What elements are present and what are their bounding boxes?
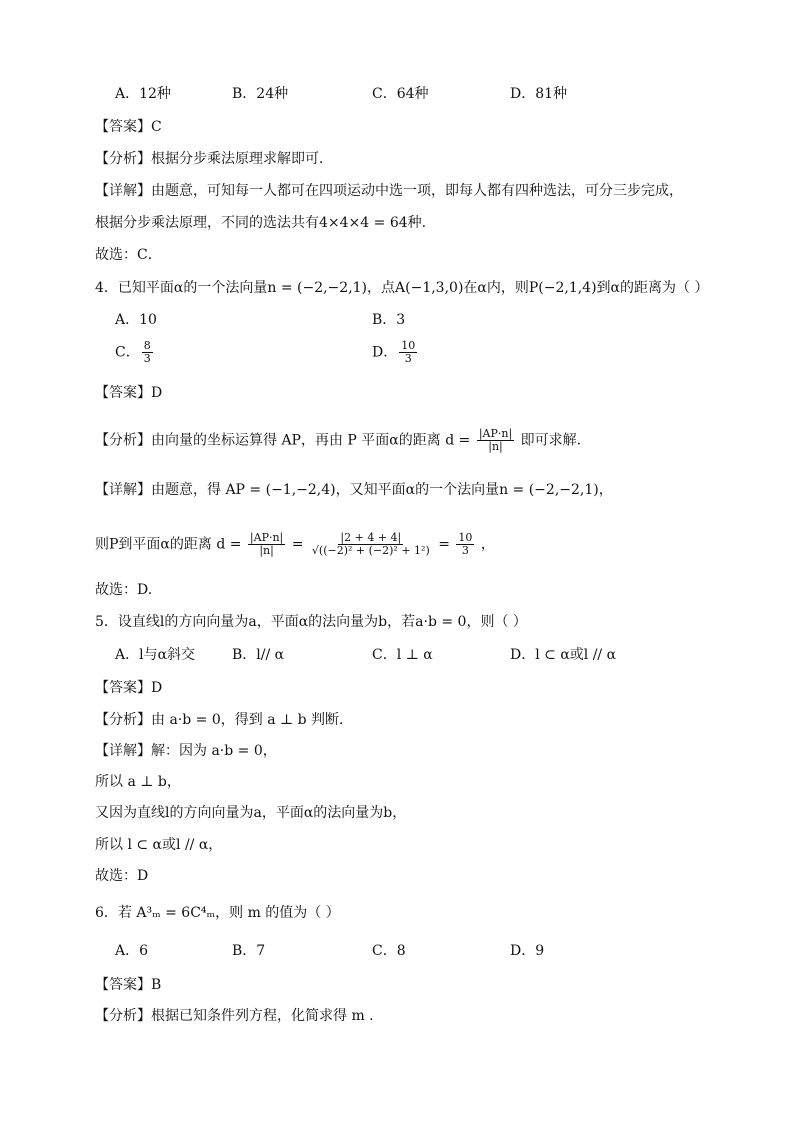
q6-stem: 6．若 A³ₘ = 6C⁴ₘ，则 m 的值为（ ） — [95, 905, 340, 921]
q5-answer: 【答案】D — [95, 680, 163, 696]
q4-answer: 【答案】D — [95, 385, 163, 401]
q5-option-d: D．l ⊂ α或l // α — [510, 647, 617, 663]
q4-analysis-frac-num: |AP·n| — [478, 427, 513, 440]
q4-detail: 【详解】由题意，得 AP = (−1,−2,4)，又知平面α的一个法向量n = (−2,−2,1)， — [95, 482, 613, 498]
q4-option-d — [372, 340, 419, 365]
q5-option-c: C．l ⊥ α — [372, 647, 433, 663]
q5-choose: 故选：D — [95, 868, 149, 884]
q5-option-b: B．l// α — [232, 647, 285, 663]
q4-distance-f3-num: 10 — [458, 531, 473, 544]
q4-option-a: A．10 — [115, 312, 157, 328]
q6-option-b: B．7 — [232, 943, 266, 959]
q4-analysis-frac-den: |n| — [488, 440, 503, 453]
q4-distance-fraction-3 — [456, 532, 474, 557]
q4-distance-f1-den: |n| — [259, 544, 274, 557]
q6-option-d: D．9 — [510, 943, 545, 959]
q4-distance-post: ， — [480, 536, 495, 553]
q3-choose: 故选：C． — [95, 247, 162, 263]
q4-distance-f2-num: |2 + 4 + 4| — [340, 531, 402, 544]
q5-stem: 5．设直线l的方向向量为a，平面α的法向量为b，若a·b = 0，则（ ） — [95, 614, 527, 630]
q5-option-a: A．l与α斜交 — [115, 647, 196, 663]
q4-distance-fraction-2 — [310, 532, 432, 557]
q5-detail-4: 所以 l ⊂ α或l // α， — [95, 837, 223, 853]
q4-distance-f2-den: √((−2)² + (−2)² + 1²) — [311, 544, 430, 557]
q6-answer: 【答案】B — [95, 977, 162, 993]
q5-analysis: 【分析】由 a·b = 0，得到 a ⊥ b 判断. — [95, 712, 344, 728]
q4-analysis-pre: 【分析】由向量的坐标运算得 AP，再由 P 平面α的距离 d = — [95, 432, 471, 449]
q3-detail-2: 根据分步乘法原理，不同的选法共有4×4×4 = 64种. — [95, 215, 427, 231]
q4-distance — [95, 532, 495, 557]
q4-option-c — [115, 340, 155, 365]
q4-option-d-label: D． — [372, 344, 398, 361]
q3-answer: 【答案】C — [95, 119, 162, 135]
q5-detail-3: 又因为直线l的方向向量为a，平面α的法向量为b， — [95, 805, 407, 821]
q4-option-c-den: 3 — [143, 352, 151, 365]
q3-detail-1: 【详解】由题意，可知每一人都可在四项运动中选一项，即每人都有四种选法，可分三步完成， — [95, 183, 683, 199]
q3-option-c: C．64种 — [372, 86, 429, 102]
q4-analysis — [95, 428, 581, 453]
q3-option-a: A．12种 — [115, 86, 171, 102]
q6-analysis: 【分析】根据已知条件列方程，化简求得 m . — [95, 1008, 374, 1024]
q4-analysis-post: 即可求解. — [520, 432, 582, 449]
q4-choose: 故选：D. — [95, 582, 153, 598]
q4-analysis-fraction — [477, 428, 514, 453]
q4-distance-f1-num: |AP·n| — [249, 531, 284, 544]
q4-option-c-fraction — [142, 340, 153, 365]
q4-option-d-num: 10 — [401, 339, 416, 352]
q4-option-c-num: 8 — [143, 339, 151, 352]
q3-option-d: D．81种 — [510, 86, 568, 102]
q4-equals-1: = — [291, 536, 304, 553]
q4-option-d-den: 3 — [404, 352, 412, 365]
q4-distance-f3-den: 3 — [461, 544, 469, 557]
q3-option-b: B．24种 — [232, 86, 289, 102]
q5-detail-2: 所以 a ⊥ b， — [95, 774, 181, 790]
q4-option-d-fraction — [399, 340, 417, 365]
q4-option-b: B．3 — [372, 312, 406, 328]
q5-detail-1: 【详解】解：因为 a·b = 0， — [95, 743, 277, 759]
q3-analysis: 【分析】根据分步乘法原理求解即可． — [95, 151, 333, 167]
q4-distance-fraction-1 — [248, 532, 285, 557]
q4-stem: 4．已知平面α的一个法向量n = (−2,−2,1)，点A(−1,3,0)在α内，则P(−2,1,4)到α的距离为（ ） — [95, 280, 709, 296]
q4-distance-pre: 则P到平面α的距离 d = — [95, 536, 242, 553]
q6-option-a: A．6 — [115, 943, 149, 959]
q4-option-c-label: C． — [115, 344, 140, 361]
q6-option-c: C．8 — [372, 943, 406, 959]
q4-equals-2: = — [438, 536, 450, 553]
